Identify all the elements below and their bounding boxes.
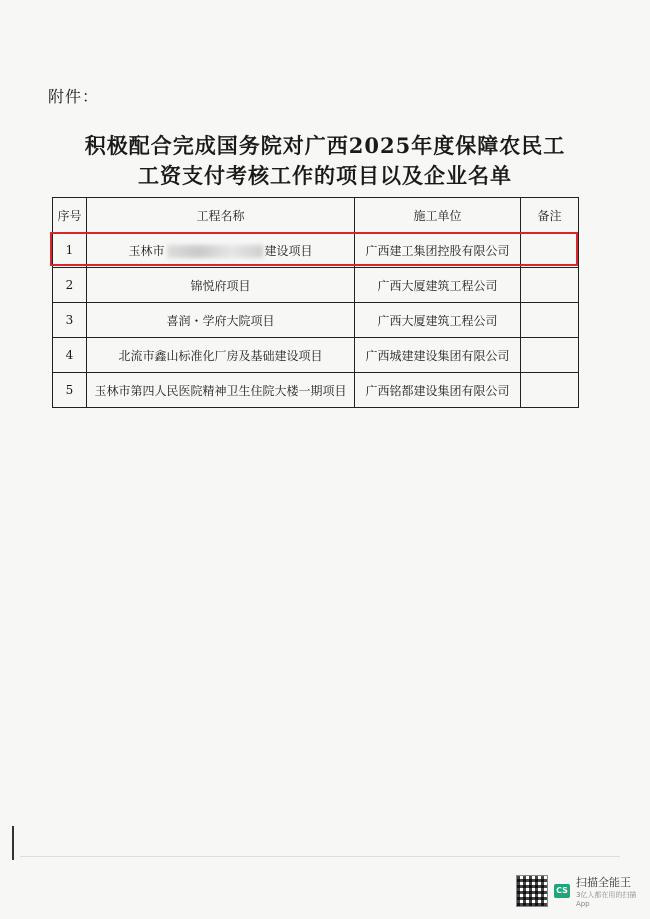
row-serial: 1 [53, 233, 87, 268]
header-project-name: 工程名称 [87, 198, 355, 233]
project-name-prefix: 玉林市 [128, 243, 165, 258]
row-company: 广西铭都建设集团有限公司 [355, 373, 521, 408]
scan-edge-mark [12, 826, 14, 860]
row-company: 广西大厦建筑工程公司 [355, 268, 521, 303]
table-row [53, 233, 579, 268]
row-company: 广西建工集团控股有限公司 [355, 233, 521, 268]
document-title-line2: 工资支付考核工作的项目以及企业名单 [138, 163, 512, 188]
scanner-watermark [516, 874, 650, 908]
row-serial: 4 [53, 338, 87, 373]
row-project-name: 玉林市第四人民医院精神卫生住院大楼一期项目 [87, 373, 355, 408]
row-remarks [521, 338, 579, 373]
row-remarks [521, 373, 579, 408]
scanner-brand: 扫描全能王 [575, 876, 631, 889]
row-project-name: 锦悦府项目 [87, 268, 355, 303]
row-company: 广西城建建设集团有限公司 [355, 338, 521, 373]
table-row [53, 338, 579, 373]
header-company: 施工单位 [355, 198, 521, 233]
row-remarks [521, 303, 579, 338]
redacted-blur [167, 245, 263, 258]
table-header-row [53, 198, 579, 233]
project-table [52, 197, 579, 408]
document-title-line1: 积极配合完成国务院对广西2025年度保障农民工 [84, 133, 566, 158]
row-remarks [521, 233, 579, 268]
annex-label: 附件： [48, 87, 100, 106]
row-project-name [87, 233, 355, 268]
row-company: 广西大厦建筑工程公司 [355, 303, 521, 338]
scanner-tagline: 3亿人都在用的扫描App [575, 891, 637, 908]
row-serial: 3 [53, 303, 87, 338]
table-row [53, 268, 579, 303]
qr-code-icon [516, 875, 548, 907]
row-project-name: 喜润・学府大院项目 [87, 303, 355, 338]
header-remarks: 备注 [521, 198, 579, 233]
project-name-suffix: 建设项目 [264, 243, 313, 258]
header-serial: 序号 [53, 198, 87, 233]
row-serial: 5 [53, 373, 87, 408]
table-row [53, 373, 579, 408]
table-row [53, 303, 579, 338]
row-project-name: 北流市鑫山标准化厂房及基础建设项目 [87, 338, 355, 373]
row-serial: 2 [53, 268, 87, 303]
row-remarks [521, 268, 579, 303]
camscanner-logo-icon: CS [554, 884, 570, 898]
scan-artifact-line [20, 856, 620, 857]
